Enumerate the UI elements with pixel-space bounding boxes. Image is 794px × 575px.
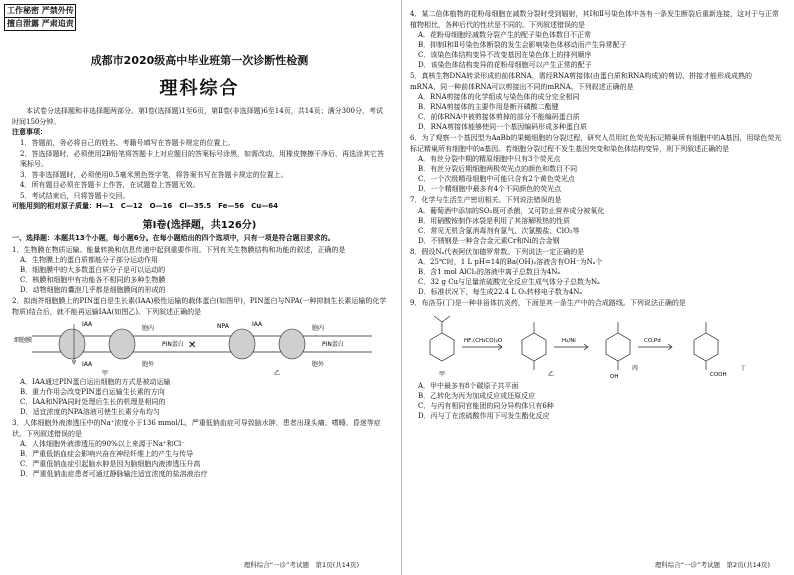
blocked-mark-icon: ✕ bbox=[188, 340, 197, 351]
option-c: C．IAA和NPA同时处理后生长的机理是相同的 bbox=[20, 398, 166, 406]
question-stem: 8．假设Nₐ代表阿伏加德罗常数。下列说法一定正确的是 bbox=[410, 247, 585, 256]
question-stem: 7．化学与生活生产密切相关。下列说法错误的是 bbox=[410, 196, 562, 204]
option-d: D．该染色体结构变异的花粉母细胞可以产生正常的配子 bbox=[418, 61, 592, 69]
option-d: D．一个精细胞中最多有4个不同颜色的荧光点 bbox=[418, 185, 562, 193]
notes-title: 注意事项： bbox=[12, 128, 47, 136]
option-d: D．适宜浓度的NPA溶液可使生长素分布均匀 bbox=[20, 408, 160, 416]
compound-jia-label: 甲 bbox=[439, 370, 446, 378]
column-divider bbox=[401, 0, 402, 575]
option-c: C．32 g Cu与足量浓硫酸完全反应生成气体分子总数为Nₐ bbox=[418, 278, 600, 286]
pin-protein-shape bbox=[229, 329, 255, 359]
stamp-line1: 工作秘密 严禁外传 bbox=[7, 6, 74, 15]
option-a: A．RNA剪接体的化学组成与染色体的成分完全相同 bbox=[418, 93, 580, 101]
confidential-stamp bbox=[4, 4, 76, 31]
page-footer: 理科综合“一诊”考试题 第1页(共14页) bbox=[243, 561, 359, 569]
option-c: C．严重低钠血症引起脑水肿是因为脑细胞内液渗透压升高 bbox=[20, 460, 201, 468]
option-a: A．生物膜上的蛋白质都能分子部分运动作用 bbox=[20, 256, 159, 264]
fig-outside-label: 胞外 bbox=[312, 361, 325, 368]
atomic-masses: 可能用到的相对原子质量：H—1 C—12 O—16 Cl—35.5 Fe—56 Cu—64 bbox=[12, 202, 278, 210]
option-a: A．葡萄酒中添加的SO₂既可杀菌，又可防止营养成分被氧化 bbox=[418, 206, 605, 215]
option-b: B．RNA剪接体的主要作用是断开磷酸二酯键 bbox=[418, 103, 559, 111]
note-item: 2．答选择题时，必须使用2B铅笔将答题卡上对应题目的答案标号涂黑，如需改动，用橡皮擦擦干净后，再选涂其它答案标号。 bbox=[20, 149, 385, 168]
note-item: 5．考试结束后，只将答题卡交回。 bbox=[20, 191, 130, 200]
subject-title: 理科综合 bbox=[159, 78, 240, 99]
pin-diagram bbox=[12, 318, 387, 376]
fig-npa-label: NPA bbox=[217, 323, 229, 330]
option-a: A．人体细胞外液渗透压的90%以上来源于Na⁺和Cl⁻ bbox=[20, 440, 185, 448]
option-b: B．含1 mol AlCl₃的溶液中离子总数目为4Nₐ bbox=[418, 268, 561, 276]
option-a: A．花粉母细胞经减数分裂产生的配子染色体数目不正常 bbox=[418, 31, 592, 39]
exam-intro: 本试卷分选择题和非选择题两部分。第Ⅰ卷(选择题)1至6页，第Ⅱ卷(非选择题)6至14页，共14页；满分300分，考试时间150分钟。 bbox=[12, 107, 383, 126]
note-item: 1．答题前，务必将自己的姓名、考籍号填写在答题卡规定的位置上。 bbox=[20, 139, 235, 147]
synthesis-figure bbox=[410, 310, 782, 380]
option-c: C．一个次级精母细胞中可能只含有2个黄色荧光点 bbox=[418, 175, 575, 183]
exam-title: 成都市2020级高中毕业班第一次诊断性检测 bbox=[90, 54, 309, 67]
pin-figure bbox=[12, 318, 387, 376]
option-b: B．用硝酸铵制作冰袋是利用了其溶解吸热的性质 bbox=[418, 216, 571, 225]
option-a: A．甲中最多有8个碳原子共平面 bbox=[418, 381, 519, 390]
question-stem: 2．拟南芥细胞膜上的PIN蛋白是生长素(IAA)极性运输的载体蛋白(如图甲)，PIN蛋白与NPA(一种抑制生长素运输的化学物质)结合后，就不能再运输IAA(如图乙)。下列叙述正确的是 bbox=[12, 297, 387, 316]
option-c: C．该染色体结构变异不改变基因在染色体上的排列顺序 bbox=[418, 51, 592, 59]
step3-reagent: CO,Pd bbox=[644, 337, 661, 344]
question-stem: 6．为了观察一个基因型为AaBb的果蝇细胞的分裂过程，研究人员用红色荧光标记精巢所有细胞中的A基因，用绿色荧光标记精巢所有细胞中的a基因。若细胞分裂过程不发生基因突变和染色体结构变异，则下列叙述正确的是 bbox=[410, 134, 782, 153]
fig-pin-label: PIN蛋白 bbox=[322, 341, 344, 348]
question-9 bbox=[410, 298, 782, 421]
page-right bbox=[404, 0, 794, 575]
question-stem: 9．布洛芬(丁)是一种非甾体抗炎药，下面是其一条生产中的合成路线。下列说法正确的是 bbox=[410, 299, 686, 307]
question-stem: 3．人体细胞外液渗透压中的Na⁺浓度小于136 mmol/L，严重低钠血症可导致脑水肿，患者出现头痛、嗜睡、昏迷等症状。下列叙述错误的是 bbox=[12, 419, 381, 438]
fig-yi-label: 乙 bbox=[274, 370, 281, 376]
option-b: B．乙转化为丙为加成反应或还原反应 bbox=[418, 391, 536, 400]
fig-jia-label: 甲 bbox=[102, 370, 109, 376]
option-c: C．与丙有相同官能团的同分异构体只有6种 bbox=[418, 401, 554, 410]
section-intro: 一、选择题：本题共13个小题，每小题6分。在每小题给出的四个选项中，只有一项是符合题目要求的。 bbox=[12, 234, 335, 242]
fig-inside-label: 胞内 bbox=[142, 325, 155, 332]
benzene-ring-shape bbox=[694, 333, 718, 361]
question-2 bbox=[12, 296, 387, 417]
compound-bing-label: 丙 bbox=[632, 364, 639, 372]
carboxyl-label: COOH bbox=[710, 371, 727, 378]
step2-reagent: H₂/Ni bbox=[562, 337, 576, 344]
note-item: 3．答非选择题时，必须使用0.5毫米黑色签字笔，将答案书写在答题卡规定的位置上。 bbox=[20, 170, 288, 179]
question-6 bbox=[410, 133, 782, 194]
section-title: 第Ⅰ卷(选择题，共126分) bbox=[142, 220, 257, 231]
pin-protein-shape bbox=[109, 329, 135, 359]
compound-yi-label: 乙 bbox=[548, 370, 555, 378]
option-d: D．不锈钢是一种含合金元素Cr和Ni的合金钢 bbox=[418, 236, 560, 245]
option-d: D．RNA剪接体能够使同一个基因编码形成多种蛋白质 bbox=[418, 123, 588, 131]
option-d: D．标准状况下，每生成22.4 L O₂转移电子数为4Nₐ bbox=[418, 288, 583, 296]
benzene-ring-shape bbox=[606, 333, 630, 361]
fig-inside-label: 胞内 bbox=[312, 325, 325, 332]
fig-iaa-label: IAA bbox=[82, 361, 93, 368]
notes-list bbox=[12, 138, 387, 201]
question-8 bbox=[410, 247, 782, 298]
pin-protein-shape bbox=[279, 329, 305, 359]
option-b: B．细胞膜中的大多数蛋白质分子是可以运动的 bbox=[20, 266, 166, 274]
question-3 bbox=[12, 418, 387, 479]
hydroxyl-label: OH bbox=[610, 373, 619, 380]
question-4 bbox=[410, 9, 782, 70]
option-b: B．重力作用会改变PIN蛋白运输生长素的方向 bbox=[20, 388, 165, 396]
step1-reagent: HF,(CH₃CO)₂O bbox=[464, 337, 503, 344]
option-d: D．丙与丁在浓硫酸作用下可发生酯化反应 bbox=[418, 411, 550, 420]
benzene-ring-shape bbox=[522, 333, 546, 361]
option-c: C．核膜和细胞中有功能各不相同的多种生物膜 bbox=[20, 276, 166, 284]
option-b: B．抑制Ⅰ和Ⅱ号染色体断裂的发生会影响染色体移动而产生异常配子 bbox=[418, 41, 627, 49]
page-footer: 理科综合“一诊”考试题 第2页(共14页) bbox=[654, 561, 770, 569]
pin-protein-shape bbox=[59, 329, 85, 359]
note-item: 4．所有题目必须在答题卡上作答，在试题卷上答题无效。 bbox=[20, 181, 200, 189]
option-a: A．25℃时，1 L pH=14的Ba(OH)₂溶液含有OH⁻为Nₐ个 bbox=[418, 258, 603, 266]
option-d: D．动物细胞的囊泡几乎都是细胞膜间的形成的 bbox=[20, 286, 166, 294]
option-b: B．严重低钠血症会影响兴奋在神经纤维上的产生与传导 bbox=[20, 450, 194, 458]
option-c: C．前体RNA中被剪接体剪掉的部分不能编码蛋白质 bbox=[418, 113, 580, 121]
question-stem: 4．某二倍体植物的花粉母细胞在减数分裂时受到辐射，其Ⅰ和Ⅱ号染色体中各有一条发生断裂后重新连接，这对于与正常植物相比，各种后代的性状是不同的。下列叙述错误的是 bbox=[410, 10, 779, 29]
option-c: C．常见无机含氯消毒剂有氯气、次氯酸盐、ClO₂等 bbox=[418, 226, 580, 235]
benzene-ring-shape bbox=[430, 333, 454, 361]
option-a: A．IAA通过PIN蛋白运出细胞的方式是被动运输 bbox=[20, 378, 171, 386]
question-7 bbox=[410, 195, 782, 246]
compound-ding-label: 丁 bbox=[740, 364, 747, 372]
option-b: B．有丝分裂后期细胞两极荧光点的颜色和数目不同 bbox=[418, 165, 578, 173]
question-1 bbox=[12, 245, 387, 296]
fig-iaa-label: IAA bbox=[252, 321, 263, 328]
option-a: A．有丝分裂中期的精原细胞中只有3个荧光点 bbox=[418, 155, 561, 163]
fig-iaa-label: IAA bbox=[82, 321, 93, 328]
question-stem: 1．生物膜在物质运输、能量转换和信息传递中起到重要作用。下列有关生物膜结构和功能的叙述，正确的是 bbox=[12, 245, 346, 254]
fig-cell-label: 细胞膜 bbox=[14, 337, 33, 344]
option-d: D．严重低钠血症患者可通过静脉输注适宜浓度的盐溶液治疗 bbox=[20, 470, 208, 478]
fig-pin-label: PIN蛋白 bbox=[162, 341, 184, 348]
stamp-line2: 擅自泄露 严肃追责 bbox=[7, 19, 74, 28]
question-stem: 5．真核生物DNA转录形成的前体RNA，需经RNA剪接体(由蛋白质和RNA构成)的剪切、拼接才能形成成熟的mRNA，同一种前体RNA可以剪接出不同的mRNA。下列叙述正确的是 bbox=[410, 72, 753, 91]
fig-outside-label: 胞外 bbox=[142, 361, 155, 368]
synthesis-route bbox=[410, 310, 780, 380]
question-5 bbox=[410, 71, 782, 132]
